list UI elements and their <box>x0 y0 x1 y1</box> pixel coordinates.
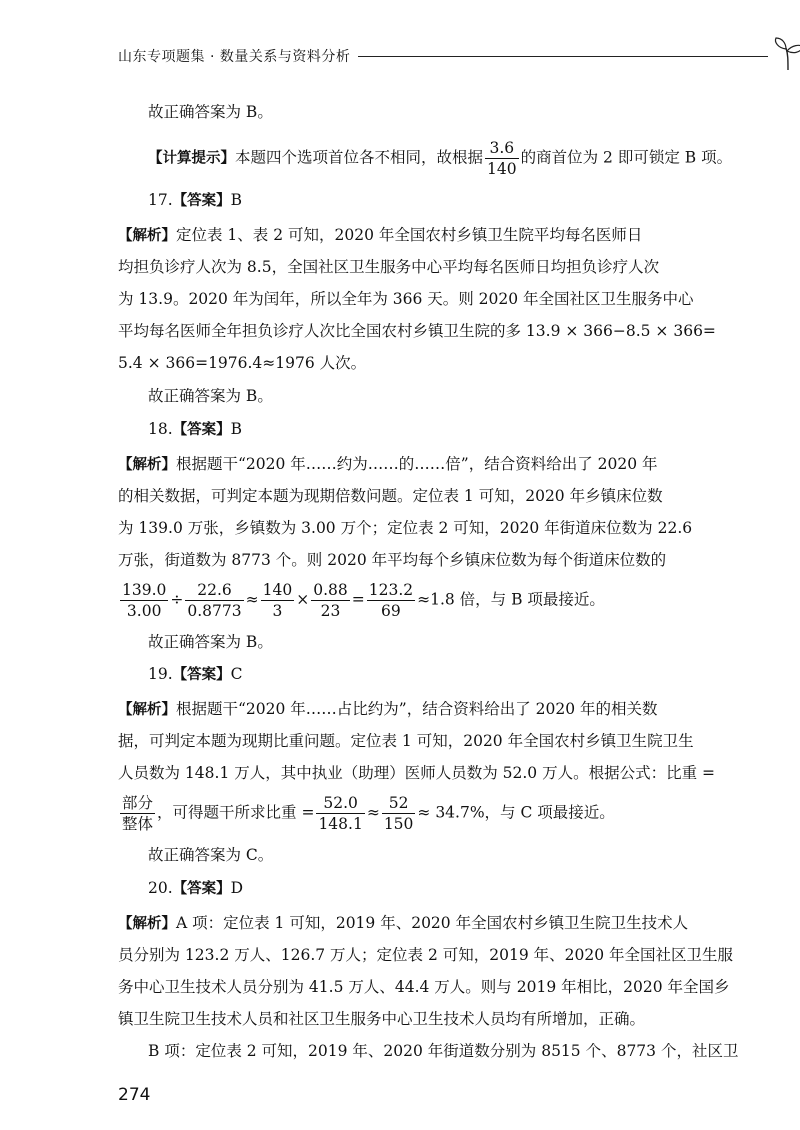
analysis-label: 【解析】 <box>118 916 176 932</box>
fraction <box>261 580 295 621</box>
answer-label: 【答案】 <box>172 881 231 897</box>
question-20-answer <box>148 876 243 901</box>
analysis-line: 万张，街道数为 8773 个。则 2020 年平均每个乡镇床位数为每个街道床位数的 <box>118 551 667 569</box>
analysis-text: 定位表 1、表 2 可知，2020 年全国农村乡镇卫生院平均每名医师日 <box>176 226 643 244</box>
operator: ≈ <box>366 803 380 822</box>
question-number: 19. <box>148 665 173 683</box>
formula-tail: ≈ 34.7%，与 C 项最接近。 <box>417 803 615 822</box>
fraction-denominator: 23 <box>320 602 341 620</box>
fraction-numerator: 52.0 <box>316 793 364 814</box>
calc-tip-text-end: 的商首位为 2 即可锁定 B 项。 <box>520 148 733 167</box>
analysis-line: 据，可判定本题为现期比重问题。定位表 1 可知，2020 年全国农村乡镇卫生院卫生 <box>118 732 694 750</box>
fraction-numerator: 52 <box>382 793 416 814</box>
fraction <box>311 580 350 621</box>
analysis-text: 根据题干“2020 年……占比约为”，结合资料给出了 2020 年的相关数 <box>176 700 658 718</box>
fraction <box>185 580 243 621</box>
fraction-denominator: 69 <box>381 602 401 620</box>
analysis-label: 【解析】 <box>118 228 176 244</box>
fraction-numerator: 3.6 <box>485 138 519 159</box>
question-number: 18. <box>148 420 173 438</box>
fraction-denominator: 0.8773 <box>187 602 242 620</box>
question-18-answer <box>148 417 242 442</box>
analysis-line: 平均每名医师全年担负诊疗人次比全国农村乡镇卫生院的多 13.9 × 366−8.5 × 366= <box>118 322 716 340</box>
fraction-denominator: 3 <box>272 602 283 620</box>
operator: ÷ <box>170 590 184 609</box>
answer-value: C <box>230 665 243 683</box>
analysis-line <box>118 452 658 477</box>
running-header <box>118 42 718 72</box>
fraction-numerator: 123.2 <box>368 581 414 599</box>
formula-line <box>118 793 615 834</box>
formula-text: ，可得题干所求比重 = <box>157 803 315 822</box>
question-17-answer <box>148 188 242 213</box>
analysis-text: A 项：定位表 1 可知，2019 年、2020 年全国农村乡镇卫生院卫生技术人 <box>176 914 689 932</box>
analysis-line: 人员数为 148.1 万人，其中执业（助理）医师人员数为 52.0 万人。根据公式：比重 = <box>118 764 716 782</box>
formula-tail: ≈1.8 倍，与 B 项最接近。 <box>417 590 605 609</box>
question-number: 17. <box>148 191 173 209</box>
fraction <box>367 580 415 621</box>
operator: ≈ <box>245 590 259 609</box>
analysis-line <box>118 911 688 936</box>
page-number: 274 <box>118 1085 151 1105</box>
fraction-denominator: 140 <box>487 160 517 178</box>
answer-value: D <box>230 879 244 897</box>
answer-conclusion: 故正确答案为 B。 <box>148 103 273 121</box>
analysis-line <box>118 223 642 248</box>
header-title: 山东专项题集 · 数量关系与资料分析 <box>118 49 351 65</box>
question-number: 20. <box>148 879 173 897</box>
calc-tip <box>148 138 732 179</box>
answer-conclusion: 故正确答案为 B。 <box>148 633 273 651</box>
analysis-text: 根据题干“2020 年……约为……的……倍”，结合资料给出了 2020 年 <box>176 455 658 473</box>
fraction <box>485 138 519 179</box>
header-rule <box>358 56 768 57</box>
answer-value: B <box>230 420 243 438</box>
analysis-line <box>118 697 658 722</box>
calc-tip-text: 本题四个选项首位各不相同，故根据 <box>235 148 484 167</box>
fraction <box>120 580 168 621</box>
operator: × <box>296 590 310 609</box>
answer-conclusion: 故正确答案为 B。 <box>148 387 273 405</box>
analysis-line: 为 13.9。2020 年为闰年，所以全年为 366 天。则 2020 年全国社区卫生服务中心 <box>118 290 694 308</box>
analysis-line: 5.4 × 366=1976.4≈1976 人次。 <box>118 354 367 372</box>
analysis-label: 【解析】 <box>118 702 176 718</box>
answer-label: 【答案】 <box>172 422 231 438</box>
analysis-label: 【解析】 <box>118 457 176 473</box>
question-19-answer <box>148 662 243 687</box>
fraction <box>316 793 364 834</box>
analysis-line: 镇卫生院卫生技术人员和社区卫生服务中心卫生技术人员均有所增加，正确。 <box>118 1010 646 1028</box>
analysis-line: 的相关数据，可判定本题为现期倍数问题。定位表 1 可知，2020 年乡镇床位数 <box>118 487 663 505</box>
operator: = <box>351 590 365 609</box>
answer-label: 【答案】 <box>172 667 231 683</box>
analysis-line: 均担负诊疗人次为 8.5，全国社区卫生服务中心平均每名医师日均担负诊疗人次 <box>118 258 660 276</box>
fraction-denominator: 整体 <box>122 815 154 833</box>
analysis-line: B 项：定位表 2 可知，2019 年、2020 年街道数分别为 8515 个、8773 个，社区卫 <box>148 1042 739 1060</box>
fraction <box>120 793 155 834</box>
analysis-line: 为 139.0 万张，乡镇数为 3.00 万个；定位表 2 可知，2020 年街道床位数为 22.6 <box>118 519 693 537</box>
fraction <box>382 793 416 834</box>
fraction-denominator: 148.1 <box>318 815 363 833</box>
answer-conclusion: 故正确答案为 C。 <box>148 846 274 864</box>
analysis-line: 员分别为 123.2 万人、126.7 万人；定位表 2 可知，2019 年、2020 年全国社区卫生服 <box>118 946 733 964</box>
sprout-icon <box>768 36 800 72</box>
fraction-denominator: 150 <box>383 815 414 833</box>
analysis-line: 务中心卫生技术人员分别为 41.5 万人、44.4 万人。则与 2019 年相比，2020 年全国乡 <box>118 978 730 996</box>
fraction-numerator: 140 <box>262 581 293 599</box>
fraction-numerator: 139.0 <box>122 581 167 599</box>
answer-value: B <box>230 191 243 209</box>
fraction-numerator: 部分 <box>122 794 154 812</box>
fraction-denominator: 3.00 <box>126 602 162 620</box>
fraction-numerator: 0.88 <box>313 581 348 599</box>
calc-tip-label: 【计算提示】 <box>148 150 235 167</box>
answer-label: 【答案】 <box>172 193 231 209</box>
fraction-numerator: 22.6 <box>185 580 243 601</box>
formula-line <box>118 580 605 621</box>
